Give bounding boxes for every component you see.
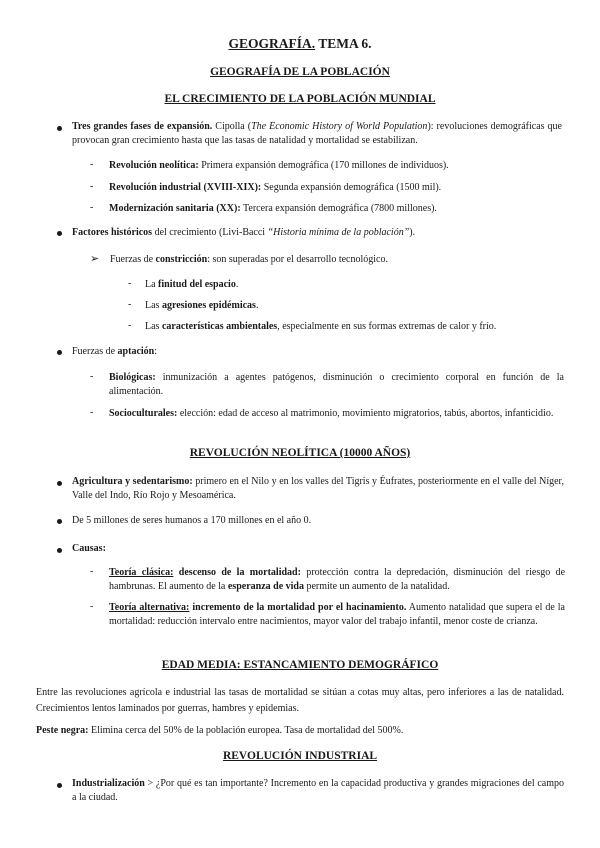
factores-paragraph: Factores históricos del crecimiento (Livi-Bacci “Historia mínima de la población”).	[72, 227, 416, 238]
bullet-dot	[57, 548, 62, 553]
bullet-dot	[57, 126, 62, 131]
document-page: GEOGRAFÍA. TEMA 6. GEOGRAFÍA DE LA POBLACIÓN EL CRECIMIENTO DE LA POBLACIÓN MUNDIAL Tres grandes fases de expansión. Cipolla (The Economic History of World Population): revoluciones demográficas que provocan gran crecimiento hasta que las tasas de natalidad y mortalidad se estabilizan. - Revolución neolítica: Primera expansión demográfica (170 millones de individuos). - Revolución industrial (XVIII-XIX): Segunda expansión demográfica (1500 mil). - Modernización sanitaria (XX): Tercera expansión demográfica (7800 millones). Factores históricos del crecimiento (Livi-Bacci “Historia mínima de la población”). ➢ Fuerzas de constricción: son superadas por el desarrollo tecnológico. - La finitud del espacio. - Las agresiones epidémicas. - Las características ambientales, especialmente en sus formas extremas de calor y frío. Fuerzas de aptación: - Biológicas: inmunización a agentes patógenos, disminución o crecimiento corporal en función de la alimentación. - Socioculturales: elección: edad de acceso al matrimonio, movimiento migratorios, tabús, abortos, infanticidio. REVOLUCIÓN NEOLÍTICA (10000 AÑOS) Agricultura y sedentarismo: primero en el Nilo y en los valles del Tigris y Éufrates, posteriormente en el valle del Níger, Valle del Indo, Río Rojo y Mesoamérica. De 5 millones de seres humanos a 170 millones en el año 0. Causas: - Teoría clásica: descenso de la mortalidad: protección contra la depredación, disminución del riesgo de hambrunas. El aumento de la esperanza de vida permite un aumento de la natalidad. - Teoría alternativa: incremento de la mortalidad por el hacinamiento. Aumento natalidad que supera el de la mortalidad: reducción intervalo entre nacimientos, mayor valor del trabajo infantil, menor coste de crianza. EDAD MEDIA: ESTANCAMIENTO DEMOGRÁFICO Entre las revoluciones agrícola e industrial las tasas de mortalidad se sitúan a cotas muy altas, pero inferiores a las de natalidad. Crecimientos lentos laminados por guerras, hambres y epidemias. Peste negra: Elimina cerca del 50% de la población europea. Tasa de mortalidad del 500%. REVOLUCIÓN INDUSTRIAL Industrialización > ¿Por qué es tan importante? Incremento en la capacidad productiva y grandes migraciones del campo a la ciudad.	[0, 0, 600, 848]
title-geo: GEOGRAFÍA.	[228, 36, 316, 51]
fase-item: Revolución industrial (XVIII-XIX): Segunda expansión demográfica (1500 mil).	[109, 182, 442, 193]
tres-fases-paragraph: Tres grandes fases de expansión. Cipolla (The Economic History of World Population): revoluciones demográficas que provocan gran crecimiento hasta que las tasas de natalidad y mortalidad se estabilizan.	[72, 121, 562, 146]
doc-title	[0, 36, 600, 52]
aptacion-line: Fuerzas de aptación:	[72, 346, 157, 357]
constr-item: Las agresiones epidémicas.	[145, 300, 259, 311]
constr-item: Las características ambientales, especialmente en sus formas extremas de calor y frío.	[145, 321, 497, 332]
constr-item: La finitud del espacio.	[145, 279, 239, 290]
bullet-dot	[57, 481, 62, 486]
fase-item: Revolución neolítica: Primera expansión demográfica (170 millones de individuos).	[109, 160, 449, 171]
causas-label: Causas:	[72, 543, 106, 554]
heading-revolucion-industrial: REVOLUCIÓN INDUSTRIAL	[222, 750, 378, 762]
cinco-millones-line: De 5 millones de seres humanos a 170 millones en el año 0.	[72, 515, 312, 526]
heading-geografia-poblacion: GEOGRAFÍA DE LA POBLACIÓN	[210, 66, 390, 78]
title-tema: TEMA 6.	[318, 36, 372, 51]
constriccion-line: Fuerzas de constricción: son superadas por el desarrollo tecnológico.	[110, 254, 388, 265]
teoria-item: Teoría clásica: descenso de la mortalidad: protección contra la depredación, disminución del riesgo de hambrunas. El aumento de la esperanza de vida permite un aumento de la natalidad.	[109, 567, 566, 592]
aptacion-item: Biológicas: inmunización a agentes patógenos, disminución o crecimiento corporal en función de la alimentación.	[109, 372, 564, 397]
bullet-dot	[57, 231, 62, 236]
arrow-icon: ➢	[90, 253, 100, 265]
heading-crecimiento: EL CRECIMIENTO DE LA POBLACIÓN MUNDIAL	[164, 93, 436, 105]
teoria-item: Teoría alternativa: incremento de la mortalidad por el hacinamiento. Aumento natalidad que supera el de la mortalidad: reducción intervalo entre nacimientos, mayor valor del trabajo infantil, menor coste de crianza.	[109, 602, 565, 627]
heading-edad-media: EDAD MEDIA: ESTANCAMIENTO DEMOGRÁFICO	[161, 659, 439, 671]
bullet-dot	[57, 350, 62, 355]
peste-negra-line: Peste negra: Elimina cerca del 50% de la población europea. Tasa de mortalidad del 500%.	[36, 725, 404, 736]
heading-neolitica: REVOLUCIÓN NEOLÍTICA (10000 AÑOS)	[189, 447, 411, 459]
bullet-dot	[57, 519, 62, 524]
agricultura-paragraph: Agricultura y sedentarismo: primero en el Nilo y en los valles del Tigris y Éufrates, posteriormente en el valle del Níger, Valle del Indo, Río Rojo y Mesoamérica.	[72, 476, 564, 501]
fase-item: Modernización sanitaria (XX): Tercera expansión demográfica (7800 millones).	[109, 203, 437, 214]
edad-media-paragraph: Entre las revoluciones agrícola e industrial las tasas de mortalidad se sitúan a cotas muy altas, pero inferiores a las de natalidad. Crecimientos lentos laminados por guerras, hambres y epidemias.	[36, 687, 564, 714]
aptacion-item: Socioculturales: elección: edad de acceso al matrimonio, movimiento migratorios, tabús, abortos, infanticidio.	[109, 408, 554, 419]
industrializacion-paragraph: Industrialización > ¿Por qué es tan importante? Incremento en la capacidad productiva y grandes migraciones del campo a la ciudad.	[72, 778, 564, 803]
bullet-dot	[57, 783, 62, 788]
